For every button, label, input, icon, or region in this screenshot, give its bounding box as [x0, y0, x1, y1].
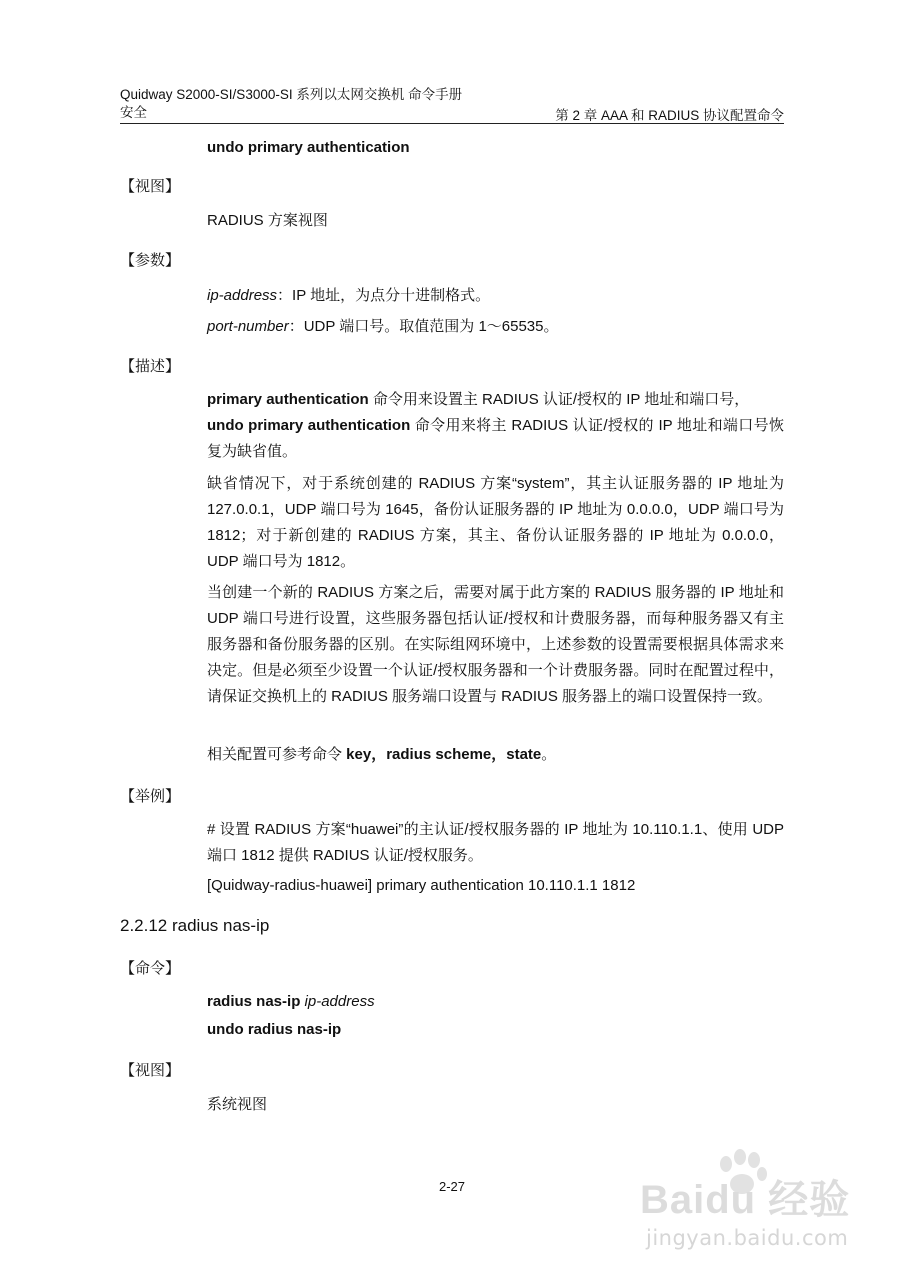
label-params: 【参数】: [120, 252, 181, 269]
label-view: 【视图】: [120, 178, 181, 195]
command-radius-nas-ip: [207, 989, 784, 1015]
desc-related-commands: [207, 742, 784, 768]
baidu-watermark: [640, 1148, 890, 1268]
command-undo-primary: undo primary authentication: [207, 139, 410, 156]
desc-paragraph-2: 缺省情况下，对于系统创建的 RADIUS 方案“system”，其主认证服务器的 IP 地址为 127.0.0.1，UDP 端口号为 1645，备份认证服务器的 IP 地址为 0.0.0.0，UDP 端口号为 1812；对于新创建的 RADIUS 方案，其主、备份认证服务器的 IP 地址为 0.0.0.0，UDP 端口号为 1812。: [207, 475, 784, 570]
param-name: ip-address: [207, 287, 278, 304]
label-example: 【举例】: [120, 788, 181, 805]
watermark-url: jingyan.baidu.com: [646, 1226, 849, 1250]
label-view-2: 【视图】: [120, 1062, 181, 1079]
param-port-number: [207, 314, 784, 340]
page-number: 2-27: [438, 1179, 466, 1194]
label-command: 【命令】: [120, 960, 181, 977]
doc-title: Quidway S2000-SI/S3000-SI 系列以太网交换机 命令手册: [120, 87, 463, 102]
header-divider: [120, 123, 784, 124]
watermark-logo: Baidu 经验: [640, 1178, 851, 1222]
view-radius-scheme: RADIUS 方案视图: [207, 212, 328, 229]
desc-paragraph-3: 当创建一个新的 RADIUS 方案之后，需要对属于此方案的 RADIUS 服务器的 IP 地址和 UDP 端口号进行设置，这些服务器包括认证/授权和计费服务器，而每种服务器又有主服务器和备份服务器的区别。在实际组网环境中，上述参数的设置需要根据具体需求来决定。但是必须至少设置一个认证/授权服务器和一个计费服务器。同时在配置过程中，请保证交换机上的 RADIUS 服务端口设置与 RADIUS 服务器上的端口设置保持一致。: [207, 584, 784, 705]
related-commands: key，radius scheme，state: [346, 746, 542, 763]
example-code: [Quidway-radius-huawei] primary authentication 10.110.1.1 1812: [207, 877, 636, 894]
desc-text: 命令用来将主 RADIUS 认证/授权的 IP 地址和端口号恢复为缺省值。: [207, 417, 784, 460]
command-undo-radius-nas-ip: undo radius nas-ip: [207, 1021, 342, 1038]
desc-paragraph-1: [207, 387, 784, 465]
command-name: radius nas-ip: [207, 993, 301, 1010]
cmd-primary-authentication: primary authentication: [207, 391, 369, 408]
command-arg: ip-address: [304, 993, 375, 1010]
param-name: port-number: [207, 318, 289, 335]
view-system: 系统视图: [207, 1096, 268, 1113]
doc-section: 安全: [120, 105, 147, 120]
chapter-title: 第 2 章 AAA 和 RADIUS 协议配置命令: [555, 108, 784, 123]
section-heading: 2.2.12 radius nas-ip: [120, 916, 270, 935]
desc-text: 命令用来设置主 RADIUS 认证/授权的 IP 地址和端口号，: [368, 391, 750, 408]
param-ip-address: [207, 283, 784, 309]
param-desc: ：IP 地址，为点分十进制格式。: [277, 287, 491, 304]
desc-text: 。: [541, 746, 557, 763]
param-desc: ：UDP 端口号。取值范围为 1～65535。: [288, 318, 559, 335]
example-description: # 设置 RADIUS 方案“huawei”的主认证/授权服务器的 IP 地址为 10.110.1.1、使用 UDP 端口 1812 提供 RADIUS 认证/授权服务。: [207, 821, 784, 864]
desc-text: 相关配置可参考命令: [207, 746, 347, 763]
label-description: 【描述】: [120, 358, 181, 375]
cmd-undo-primary-authentication: undo primary authentication: [207, 417, 411, 434]
